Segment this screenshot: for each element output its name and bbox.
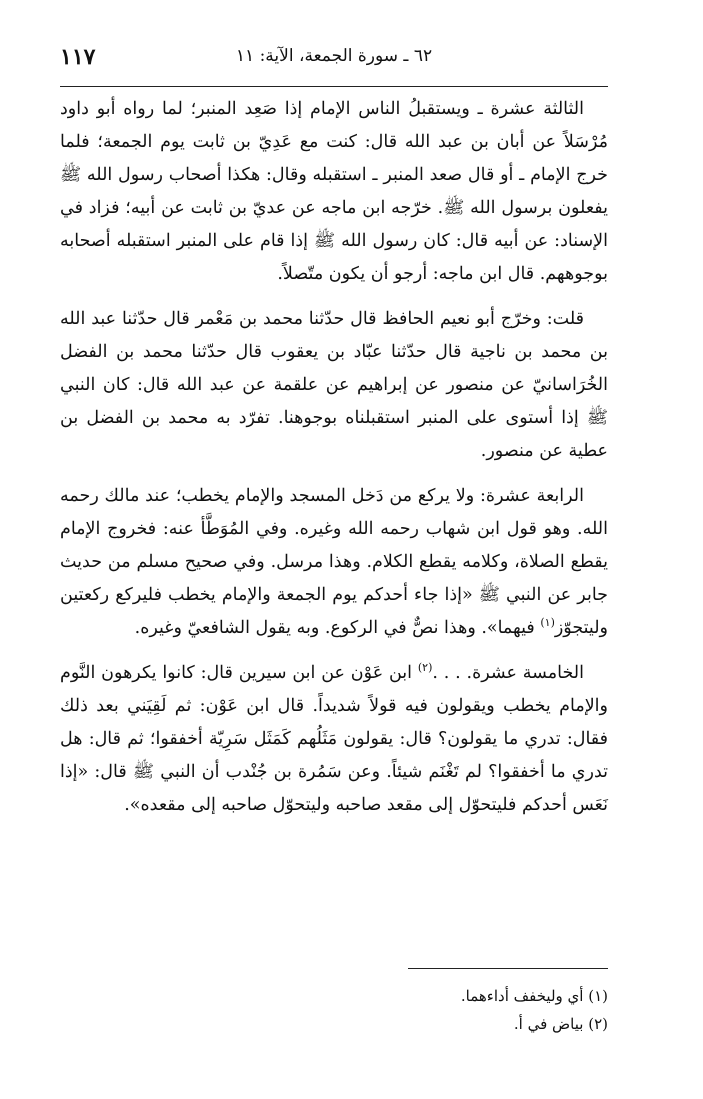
footnotes xyxy=(208,982,608,1038)
footnote-2: (٢) بياض في أ. xyxy=(513,1015,608,1033)
footnote-rule xyxy=(408,968,608,969)
paragraph-15 xyxy=(60,657,608,822)
footnote-1: (١) أي وليخفف أداءهما. xyxy=(460,987,608,1005)
main-text xyxy=(60,93,608,834)
footnote-ref-1: (١) xyxy=(540,616,555,630)
paragraph-15-text: ابن عَوْن عن ابن سيرين قال: كانوا يكرهون النَّوم والإمام يخطب ويقولون فيه قولاً شديداً. قال ابن عَوْن: ثم لَقِيَني بعد ذلك فقال: تدري ما يقولون؟ قال: يقولون مَثَلُهم كَمَثَل سَرِيّة أخفقوا؛ ثم قال: هل تدري ما أخفقوا؟ لم تَغْنَم شيئاً. وعن سَمُرة بن جُنْدب أن النبي ﷺ قال: «إذا نَعَس أحدكم فليتحوّل إلى مقعد صاحبه وليتحوّل صاحبه إلى مقعده». xyxy=(60,663,608,815)
paragraph-13: الثالثة عشرة ـ ويستقبلُ الناس الإمام إذا صَعِد المنبر؛ لما رواه أبو داود مُرْسَلاً عن أبان بن عبد الله قال: كنت مع عَدِيّ بن ثابت يوم الجمعة؛ فلما خرج الإمام ـ أو قال صعد المنبر ـ استقبله وقال: هكذا أصحاب رسول الله ﷺ يفعلون برسول الله ﷺ. خرّجه ابن ماجه عن عديّ بن ثابت عن أبيه؛ فزاد في الإسناد: عن أبيه قال: كان رسول الله ﷺ إذا قام على المنبر استقبله أصحابه بوجوههم. قال ابن ماجه: أرجو أن يكون متّصلاً. xyxy=(60,99,608,284)
paragraph-14-tail: فيهما». وهذا نصٌّ في الركوع. وبه يقول الشافعيّ وغيره. xyxy=(134,618,535,638)
paragraph-14 xyxy=(60,480,608,645)
footnote-ref-2: (٢) xyxy=(417,661,433,675)
paragraph-qultu: قلت: وخرّج أبو نعيم الحافظ قال حدّثنا محمد بن مَعْمر قال حدّثنا عبد الله بن محمد بن ناجية قال حدّثنا عبّاد بن يعقوب قال حدّثنا محمد بن الفضل الخُرَاسانيّ عن منصور عن إبراهيم عن علقمة عن عبد الله قال: كان النبي ﷺ إذا أستوى على المنبر استقبلناه بوجوهنا. تفرّد به محمد بن الفضل بن عطية عن منصور. xyxy=(60,309,608,461)
page-header xyxy=(60,40,608,80)
running-title: ٦٢ ـ سورة الجمعة، الآية: ١١ xyxy=(235,46,433,66)
paragraph-14-text: الرابعة عشرة: ولا يركع من دَخل المسجد والإمام يخطب؛ عند مالك رحمه الله. وهو قول ابن شهاب رحمه الله وغيره. وفي المُوَطَّأ عنه: فخروج الإمام يقطع الصلاة، وكلامه يقطع الكلام. وهذا مرسل. وفي صحيح مسلم من حديث جابر عن النبي ﷺ «إذا جاء أحدكم يوم الجمعة والإمام يخطب فليركع ركعتين وليتجوّز xyxy=(60,486,608,638)
header-rule xyxy=(60,86,608,87)
page-number: ١١٧ xyxy=(60,44,96,70)
paragraph-15-heading: الخامسة عشرة. . . . xyxy=(432,663,584,683)
